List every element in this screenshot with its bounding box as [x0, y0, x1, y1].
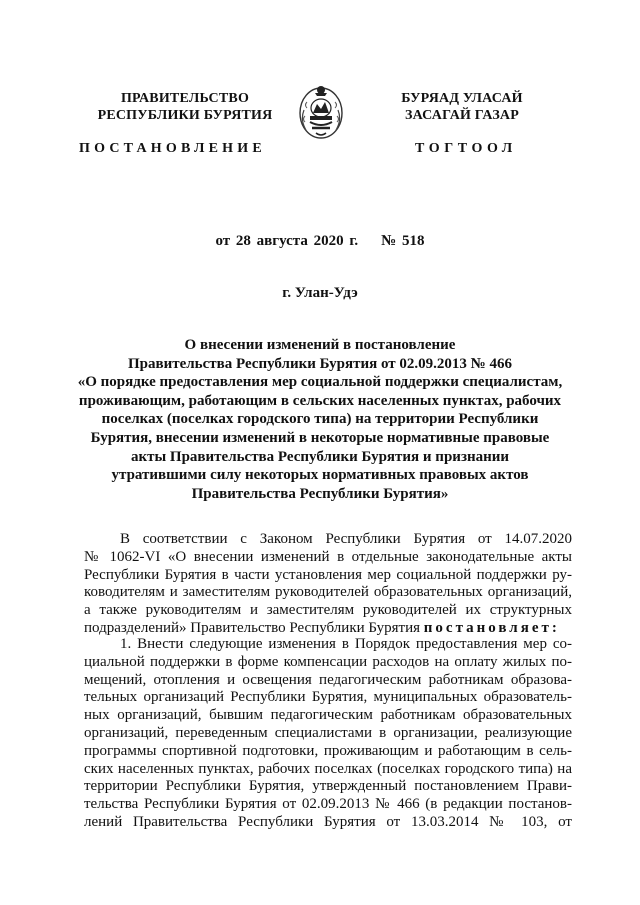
- title-line: О внесении изменений в постановление: [184, 337, 456, 353]
- title-line: Правительства Республики Бурятия»: [191, 485, 449, 502]
- paragraph-line-prefix: подразделений» Правительство Республики Бурятия: [84, 619, 421, 636]
- header-right-line1: БУРЯАД УЛАСАЙ: [401, 91, 523, 106]
- header-left-line1: ПРАВИТЕЛЬСТВО: [120, 91, 250, 106]
- document-date-number: от 28 августа 2020 г. № 518: [215, 233, 425, 249]
- document-city: г. Улан-Удэ: [282, 285, 358, 301]
- paragraph-line: № 1062-VI «О внесении изменений в отдельные законодательные акты: [84, 548, 572, 565]
- title-line: «О порядке предоставления мер социальной поддержки специалистам,: [77, 374, 563, 391]
- title-line: утратившими силу некоторых нормативных правовых актов: [111, 467, 529, 484]
- paragraph-line: ских населенных пунктах, рабочих поселках (поселках городского типа) на: [84, 760, 572, 777]
- clause-1-paragraph: [84, 636, 572, 832]
- header-right-kind: ТОГТООЛ: [415, 141, 517, 156]
- paragraph-line: организаций, переведенным специалистами в организации, реализующие: [84, 724, 572, 741]
- paragraph-line: ководителям и заместителям руководителей образовательных организаций,: [84, 584, 572, 601]
- paragraph-line: лений Правительства Республики Бурятия от 13.03.2014 № 103, от: [84, 813, 572, 830]
- paragraph-line: циальной поддержки в форме компенсации расходов на оплату жилых по-: [84, 653, 572, 670]
- republic-of-buryatia-coat-of-arms-icon: [296, 80, 346, 142]
- header-right-line2: ЗАСАГАЙ ГАЗАР: [404, 108, 519, 123]
- title-line: Правительства Республики Бурятия от 02.09.2013 № 466: [127, 355, 512, 372]
- document-title: [60, 336, 580, 503]
- paragraph-line: программы спортивной подготовки, проживающим и работающим в сель-: [84, 742, 572, 759]
- resolution-keyword: постановляет:: [423, 619, 560, 636]
- header-left-kind: ПОСТАНОВЛЕНИЕ: [79, 141, 266, 156]
- paragraph-line: территории Республики Бурятия, утвержденный постановлением Прави-: [84, 778, 572, 795]
- title-line: проживающим, работающим в сельских населенных пунктах, рабочих: [78, 392, 562, 409]
- header-left-line2: РЕСПУБЛИКИ БУРЯТИЯ: [97, 108, 273, 123]
- paragraph-line: Республики Бурятия в части установления мер социальной поддержки ру-: [84, 566, 572, 583]
- header-left: [75, 90, 295, 124]
- title-line: поселках (поселках городского типа) на территории Республики: [101, 411, 539, 428]
- preamble-paragraph: [84, 531, 572, 638]
- paragraph-line: тельных организаций Республики Бурятия, муниципальных образователь-: [84, 689, 572, 706]
- paragraph-line: тельства Республики Бурятия от 02.09.2013 № 466 (в редакции постанов-: [84, 796, 572, 813]
- title-line: Бурятия, внесении изменений в некоторые нормативные правовые: [90, 429, 550, 446]
- paragraph-line: В соответствии с Законом Республики Бурятия от 14.07.2020: [120, 531, 572, 547]
- paragraph-line: мещений, отопления и освещения педагогическим работникам образова-: [84, 671, 572, 688]
- title-line: акты Правительства Республики Бурятия и признании: [130, 448, 510, 465]
- header-right: [352, 90, 572, 124]
- paragraph-line: 1. Внести следующие изменения в Порядок предоставления мер со-: [120, 636, 572, 652]
- paragraph-line: ных организаций, бывшим педагогическим работникам образовательных: [84, 707, 572, 724]
- paragraph-line: а также руководителям и заместителям руководителей их структурных: [84, 602, 572, 619]
